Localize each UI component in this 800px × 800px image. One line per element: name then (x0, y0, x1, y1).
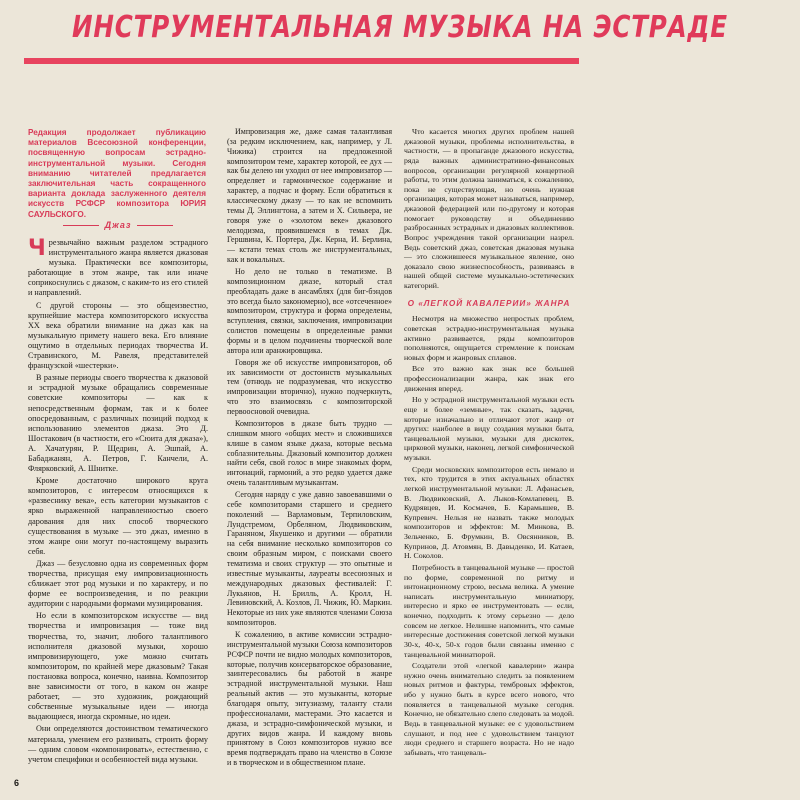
drop-cap: Ч (28, 236, 46, 261)
section-heading-jazz (28, 220, 208, 230)
paragraph: К сожалению, в активе комиссии эстрадно-инструментальной музыки Союза композиторов РСФСР почти не видно молодых композиторов, которые, получив консерваторское образование, заинтересовались бы работой в жанре эстрадной инструментальной музыки. Наш реальный актив — это музыканты, которые благодаря опыту, энтузиазму, таланту стали профессионалами, мастерами. Это касается и джаза, и эстрадно-симфонической музыки, и других видов жанра. И каждому вновь принятому в Союз композиторов нужно все время подтверждать право на членство в Союзе и в творческом и в общественном плане. (227, 629, 392, 768)
column-2 (227, 127, 392, 770)
paragraph-text: резвычайно важным разделом эстрадного инструментального жанра является джазовая музыка. Практически все композиторы, работающие в этом жанре, так или иначе соприкоснулись с джазом, с каким-то из его стилей и направлений. (28, 238, 208, 298)
paragraph: Все это важно как знак все большей профессионализации жанра, как знак его движения вперед. (404, 364, 574, 393)
intro-text: Редакция продолжает публикацию материалов Всесоюзной конференции, посвященную вопросам эстрадно-инструментальной музыки. Сегодня вниманию читателей предлагается заключительная часть сокращенного варианта доклада заслуженного деятеля искусств РСФСР композитора ЮРИЯ САУЛЬСКОГО. (28, 128, 206, 219)
paragraph: Джаз — безусловно одна из современных форм творчества, присущая ему импровизационность сближает этот род музыки и по характеру, и по форме ее воспроизведения, и по реакции аудитории с народными формами музицирования. (28, 558, 208, 609)
paragraph: Что касается многих других проблем нашей джазовой музыки, проблемы исполнительства, в частности, — в пропаганде джазового искусства, ряда важных административно-финансовых вопросов, организации регулярной концертной работы, то этим должна заниматься, к сожалению, пока не существующая, но очень нужная организация, которая может называться, например, джазовой федерацией или по-другому и которая помогает руководству и объединению разбросанных эстрадных и джазовых коллективов. Вопрос учреждения такой организации назрел. Ведь советский джаз, советская джазовая музыка — это сложившееся музыкальное явление, оно доказало свою жизнеспособность, развиваясь в нашей общей системе музыкально-эстетических категорий. (404, 127, 574, 290)
section-heading-light-cavalry: О «ЛЕГКОЙ КАВАЛЕРИИ» ЖАНРА (407, 298, 571, 308)
column-3 (404, 127, 574, 759)
paragraph: Потребность в танцевальной музыке — простой по форме, современной по ритму и интонационному строю, весьма велика. А умение написать инструментальную миниатюру, интересно и ярко ее инструментовать — если, конечно, подходить к этому серьезно — дело совсем не легкое. Нелишне напомнить, что самые интересные достижения советской легкой музыки 30-х, 40-х, 50-х годов были связаны именно с танцевальной миниатюрой. (404, 562, 574, 659)
page-title: ИНСТРУМЕНТАЛЬНАЯ МУЗЫКА НА ЭСТРАДЕ (71, 10, 728, 45)
section-title-jazz: Джаз (104, 220, 132, 230)
paragraph: Но у эстрадной инструментальной музыки есть еще и более «земные», так сказать, задачи, которые изначально и отличают этот жанр от других: наиболее в виду создания музыки быта, танцевальной музыки, музыки для дискотек, цирковой музыки, наконец, легкой симфонической музыки. (404, 395, 574, 462)
paragraph: Сегодня наряду с уже давно завоевавшими о себе композиторами старшего и среднего поколений — Варламовым, Терпиловским, Лундстремом, Орбеляном, Людвиковским, Гараняном, Якушенко и другими — обратили на себя внимание несколько композиторов со своим образным миром, с поисками своего тематизма и своих структур — это опытные и известные музыканты, лауреаты всесоюзных и международных джазовых фестивалей: Г. Лукьянов, Н. Брилль, А. Кролл, Н. Левиновский, А. Козлов, Л. Чижик, Ю. Маркин. Некоторые из них уже являются членами Союза композиторов. (227, 489, 392, 628)
paragraph: Но если в композиторском искусстве — вид творчества и импровизация — тоже вид творчества, то, значит, любого талантливого исполнителя джазовой музыки, хорошо импровизирующего, уже можно считать композитором, по крайней мере джазовым? Такая постановка вопроса, конечно, наивна. Композитор вне зависимости от того, в каком он жанре работает, — это художник, рождающий собственные музыкальные идеи — иногда выдающиеся, иногда скромные, но идеи. (28, 611, 208, 722)
page-title-block (0, 0, 728, 58)
paragraph: В разные периоды своего творчества к джазовой и эстрадной музыке обращались современные советские композиторы — как к непосредственным формам, так и к более опосредованным, с различных позиций подход к использованию элементов джаза. Это Д. Шостакович (в частности, его «Сюита для джаза»), А. Хачатурян, Р. Щедрин, А. Эшпай, А. Бабаджанян, А. Петров, Г. Канчели, А. Флярковский, А. Шнитке. (28, 373, 208, 474)
heading-rule-left (63, 225, 99, 226)
paragraph: Композиторов в джазе быть трудно — слишком много «общих мест» и сложившихся клише в самом языке джаза, которые весьма соблазнительны. Джазовый композитор должен найти себя, свой голос в мире знакомых форм, интонаций, гармоний, а это редко удается даже очень талантливым музыкантам. (227, 418, 392, 488)
paragraph: Несмотря на множество непростых проблем, советская эстрадно-инструментальная музыка активно развивается, ряды композиторов пополняются, ощущается стремление к поискам новых форм и жанровых сплавов. (404, 314, 574, 362)
page-number: 6 (14, 778, 20, 788)
paragraph: Но дело не только в тематизме. В композиционном джазе, который стал преобладать даже в ансамблях (для биг-бэндов это всегда было закономерно), все «отсеченное» композитором, структура и форма определены, вступления, связки, заключения, импровизации солистов помещены в определенные рамки формы и в целом подчинены творческой воле автора или аранжировщика. (227, 267, 392, 355)
paragraph: Они определяются достоинством тематического материала, умением его развивать, строить форму — одним словом «компонировать», естественно, с учетом специфики и особенностей вида музыки. (28, 724, 208, 764)
paragraph: Импровизация же, даже самая талантливая (за редким исключением, как, например, у Л. Чижика) строится на предложенной композитором теме, характер которой, ее дух — как бы делею ни уходил от нее импровизатор — определяет и гармоническое содержание и характер, а подчас и форму. Если обратиться к классическому джазу — то как не вспомнить темы Д. Эллингтона, а затем и Х. Сильвера, не говоря уже о «золотом веке» джазового мелодизма, проявившемся в темах Дж. Гершвина, К. Портера, Дж. Керна, И. Берлина,— кстати темах столь же инструментальных, как и вокальных. (227, 127, 392, 265)
paragraph: Говоря же об искусстве импровизаторов, об их зависимости от достоинств музыкальных тем (отнюдь не подразумевая, что искусство импровизации вторично), нужно подчеркнуть, что это взаимосвязь с композиторской первоосновой очевидна. (227, 357, 392, 417)
column-1 (28, 238, 208, 767)
heading-rule-right (137, 225, 173, 226)
title-underline (24, 58, 579, 64)
paragraph: Среди московских композиторов есть немало и тех, кто трудится в этих актуальных областях легкой инструментальной музыки: Л. Афанасьев, В. Людвиковский, А. Лыков-Комлапевец, В. Кудрявцев, И. Космачев, Б. Карамышев, В. Купревич. Нельзя не назвать также молодых композиторов и эффектов: М. Минкова, В. Зельченко, Б. Фрумкин, В. Овсянников, В. Купринов, Д. Атовмян, В. Давыденко, И. Катаев, Н. Соколов. (404, 464, 574, 561)
paragraph: Кроме достаточно широкого круга композиторов, с интересом относящихся к «развеснику века», есть категории музыкантов с ярко выраженной направленностью своего дарования для них способ творческого существования в музыке — это джаз, именно в этом жанре они могут по-настоящему выразить себя. (28, 476, 208, 556)
paragraph: С другой стороны — это общеизвестно, крупнейшие мастера композиторского искусства XX века обратили внимание на джаз как на музыкальную примету нашего века. Его влияние ощутимо в отдельных периодах творчества И. Стравинского, М. Равеля, представителей французской «шестерки». (28, 300, 208, 371)
paragraph: Создатели этой «легкой кавалерии» жанра нужно очень внимательно следить за появлением новых ритмов и фактуры, тембровых эффектов, ибо у нужно быть в курсе всего нового, что появляется в танцевальной музыке сегодня. Конечно, не обязательно слепо следовать за модой. Ведь в танцевальной музыке: ее с удовольствием слушают, и под нее с удовольствием танцуют люди среднего и старшего возраста. Но не надо забывать, что танцеваль- (404, 661, 574, 757)
paragraph (28, 238, 208, 299)
